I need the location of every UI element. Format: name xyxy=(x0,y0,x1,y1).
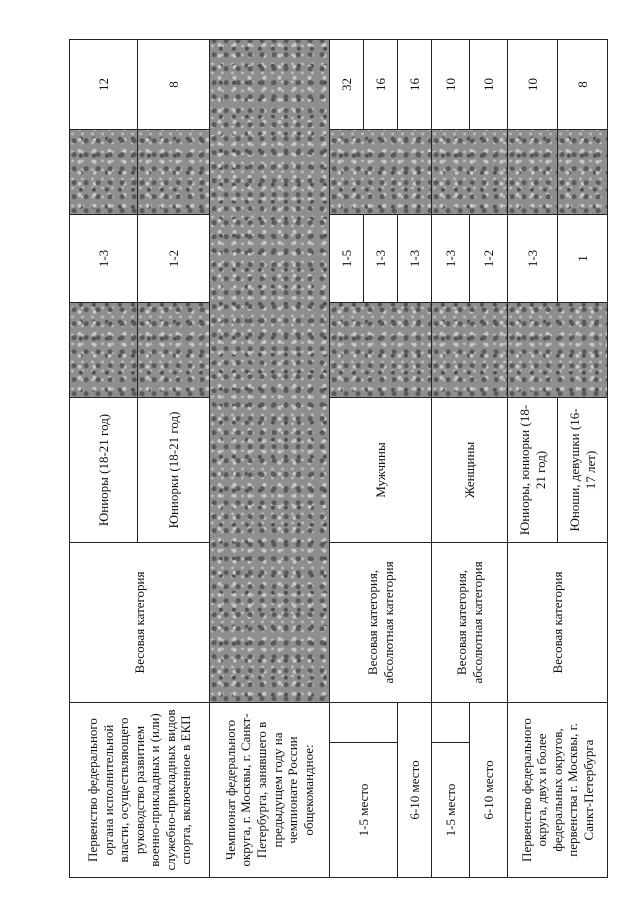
category-cell: Весовая категория, абсолютная категория xyxy=(432,542,508,702)
blank-cell xyxy=(330,702,398,742)
shaded-cell xyxy=(330,302,432,397)
count-cell: 16 xyxy=(364,39,398,129)
category-cell: Весовая категория xyxy=(70,542,210,702)
place-range-cell: 6-10 место xyxy=(398,702,432,877)
places-cell: 1-2 xyxy=(470,214,508,302)
competition-cell: Первенство федерального органа исполнительной власти, осуществляющего руководство развитием военно-прикладных и (или) служебно-прикладных видов спорта, включенное в ЕКП xyxy=(70,702,210,877)
places-cell: 1-2 xyxy=(138,214,210,302)
shaded-cell xyxy=(138,129,210,214)
places-cell: 1-3 xyxy=(508,214,558,302)
count-cell: 8 xyxy=(558,39,608,129)
places-cell: 1 xyxy=(558,214,608,302)
shaded-cell xyxy=(508,129,558,214)
places-cell: 1-3 xyxy=(398,214,432,302)
count-cell: 10 xyxy=(508,39,558,129)
category-cell: Весовая категория xyxy=(508,542,608,702)
rotated-table-page xyxy=(69,40,607,878)
group-cell: Юниоры, юниорки (18-21 год) xyxy=(508,397,558,542)
qualification-table xyxy=(69,39,608,878)
group-cell: Женщины xyxy=(432,397,508,542)
blank-cell xyxy=(432,702,470,742)
competition-cell: Первенство федерального округа, двух и более федеральных округов, первенства г. Москвы, г. Санкт-Петербурга xyxy=(508,702,608,877)
shaded-cell xyxy=(432,129,508,214)
shaded-cell xyxy=(138,302,210,397)
places-cell: 1-3 xyxy=(70,214,138,302)
count-cell: 10 xyxy=(432,39,470,129)
place-range-cell: 6-10 место xyxy=(470,702,508,877)
places-cell: 1-3 xyxy=(364,214,398,302)
count-cell: 16 xyxy=(398,39,432,129)
shaded-cell xyxy=(330,129,432,214)
group-cell: Юниоры (18-21 год) xyxy=(70,397,138,542)
shaded-cell xyxy=(70,302,138,397)
count-cell: 32 xyxy=(330,39,364,129)
shaded-cell xyxy=(432,302,508,397)
competition-cell: Чемпионат федерального округа, г. Москвы, г. Санкт-Петербурга, занявшего в предыдущем году на чемпионате России общекомандное: xyxy=(210,702,330,877)
shaded-cell xyxy=(70,129,138,214)
shaded-cell xyxy=(210,39,330,702)
count-cell: 8 xyxy=(138,39,210,129)
shaded-cell xyxy=(558,129,608,214)
count-cell: 12 xyxy=(70,39,138,129)
places-cell: 1-5 xyxy=(330,214,364,302)
group-cell: Юниорки (18-21 год) xyxy=(138,397,210,542)
shaded-cell xyxy=(508,302,608,397)
place-range-cell: 1-5 место xyxy=(330,743,398,878)
count-cell: 10 xyxy=(470,39,508,129)
group-cell: Юноши, девушки (16-17 лет) xyxy=(558,397,608,542)
rotated-table-wrapper xyxy=(69,40,607,878)
category-cell: Весовая категория, абсолютная категория xyxy=(330,542,432,702)
places-cell: 1-3 xyxy=(432,214,470,302)
place-range-cell: 1-5 место xyxy=(432,743,470,878)
group-cell: Мужчины xyxy=(330,397,432,542)
